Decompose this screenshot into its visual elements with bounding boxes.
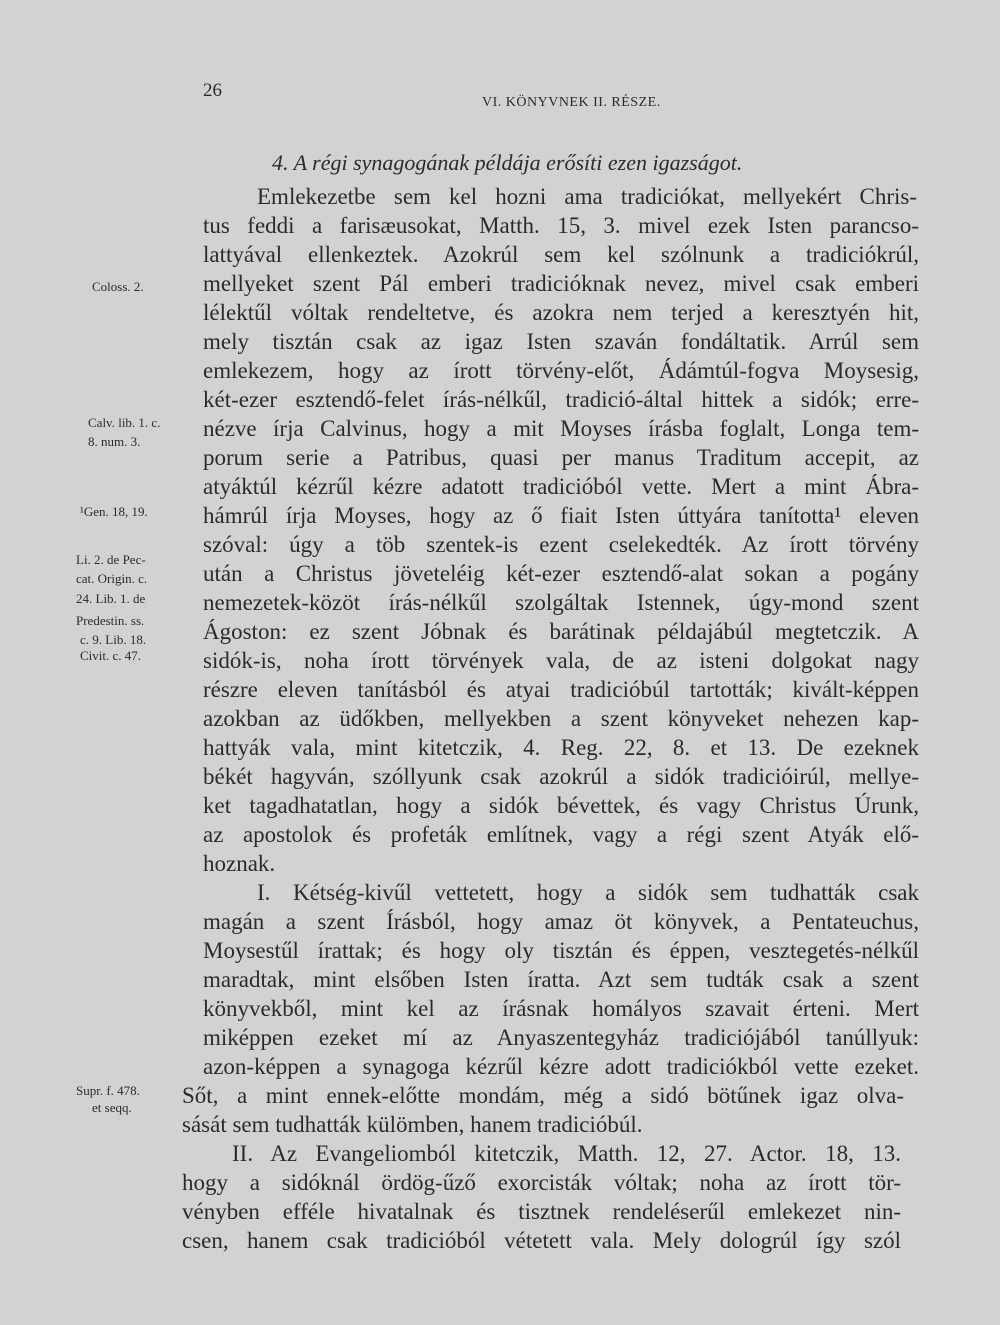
section-heading: 4. A régi synagogának példája erősíti ezen igazságot. — [272, 150, 743, 175]
margin-note: Coloss. 2. — [92, 279, 144, 294]
body-line: szóval: úgy a töb szentek-is ezent cselekedték. Az írott törvény — [203, 532, 919, 557]
body-line: tus feddi a farisæusokat, Matth. 15, 3. mivel ezek Isten parancso- — [203, 213, 919, 238]
body-line: részre eleven tanításból és atyai tradicióbúl tartották; kivált-képpen — [203, 677, 919, 702]
body-line: I. Kétség-kivűl vettetett, hogy a sidók sem tudhatták csak — [257, 880, 919, 905]
body-line: Ágoston: ez szent Jóbnak és barátinak példajábúl megtetczik. A — [203, 619, 919, 644]
body-line: porum serie a Patribus, quasi per manus Traditum accepit, az — [203, 445, 919, 470]
body-line: vényben efféle hivatalnak és tisztnek rendeléserűl emlekezet nin- — [182, 1199, 901, 1224]
body-line: miképpen ezeket mí az Anyaszentegyház tradiciójából tanúllyuk: — [203, 1025, 919, 1050]
body-line: azon-képpen a synagoga kézrűl kézre adott tradiciókból vette ezeket. — [203, 1054, 919, 1079]
body-line: lattyával ellenkeztek. Azokrúl sem kel szólnunk a tradiciókrúl, — [203, 242, 919, 267]
body-line: hattyák vala, mint kitetczik, 4. Reg. 22, 8. et 13. De ezeknek — [203, 735, 919, 760]
body-line: magán a szent Írásból, hogy amaz öt könyvek, a Pentateuchus, — [203, 909, 919, 934]
body-line: hoznak. — [203, 851, 276, 876]
page-number: 26 — [203, 80, 222, 101]
body-line: békét hagyván, szóllyunk csak azokrúl a sidók tradicióirúl, mellye- — [203, 764, 919, 789]
body-line: hámrúl írja Moyses, hogy az ő fiait Isten úttyára tanította¹ eleven — [203, 503, 919, 528]
margin-note: Civit. c. 47. — [80, 648, 142, 663]
body-line: után a Christus jöveteléig két-ezer esztendő-alat sokan a pogány — [203, 561, 919, 586]
body-line: könyvekből, mint kel az írásnak homályos szavait érteni. Mert — [203, 996, 919, 1021]
body-line: Sőt, a mint ennek-előtte mondám, még a sidó bötűnek igaz olva- — [182, 1083, 904, 1108]
margin-note: Predestin. ss. — [76, 613, 145, 628]
body-line: azokban az üdőkben, mellyekben a szent könyveket nehezen kap- — [203, 706, 919, 731]
margin-note: Li. 2. de Pec- — [76, 552, 146, 567]
body-line: II. Az Evangeliomból kitetczik, Matth. 12, 27. Actor. 18, 13. — [232, 1141, 901, 1166]
body-line: két-ezer esztendő-felet írás-nélkűl, tradició-által hittek a sidók; erre- — [203, 387, 919, 412]
margin-note: 8. num. 3. — [88, 434, 141, 449]
body-line: nemezetek-közöt írás-nélkűl szolgáltak Istennek, úgy-mond szent — [203, 590, 919, 615]
margin-note: Supr. f. 478. — [76, 1083, 140, 1098]
margin-note: c. 9. Lib. 18. — [80, 632, 147, 647]
margin-note: et seqq. — [92, 1100, 132, 1115]
body-line: hogy a sidóknál ördög-űző exorcisták vóltak; noha az írott tör- — [182, 1170, 901, 1195]
body-line: nézve írja Calvinus, hogy a mit Moyses írásba foglalt, Longa tem- — [203, 416, 919, 441]
body-line: lélektűl vóltak rendeltetve, és azokra nem terjed a keresztyén hit, — [203, 300, 919, 325]
body-line: az apostolok és profeták említnek, vagy a régi szent Atyák elő- — [203, 822, 919, 847]
running-head: VI. KÖNYVNEK II. RÉSZE. — [482, 95, 661, 110]
body-line: Emlekezetbe sem kel hozni ama tradiciókat, mellyekért Chris- — [257, 184, 917, 209]
body-line: csen, hanem csak tradicióból vétetett vala. Mely dologrúl így szól — [182, 1228, 901, 1253]
body-line: maradtak, mint elsőben Isten íratta. Azt sem tudták csak a szent — [203, 967, 919, 992]
body-line: atyáktúl kézrűl kézre adatott tradicióból vette. Mert a mint Ábra- — [203, 474, 919, 499]
margin-note: ¹Gen. 18, 19. — [80, 504, 148, 519]
body-line: ket tagadhatatlan, hogy a sidók bévettek, és vagy Christus Úrunk, — [203, 793, 919, 818]
margin-note: Calv. lib. 1. c. — [88, 415, 161, 430]
body-line: mely tisztán csak az igaz Isten szaván fondáltatik. Arrúl sem — [203, 329, 919, 354]
margin-note: 24. Lib. 1. de — [76, 591, 146, 606]
body-line: mellyeket szent Pál emberi tradicióknak nevez, mivel csak emberi — [203, 271, 919, 296]
body-line: sidók-is, noha írott törvények vala, de az isteni dolgokat nagy — [203, 648, 919, 673]
margin-note: cat. Origin. c. — [76, 571, 148, 586]
body-line: emlekezem, hogy az írott törvény-előt, Ádámtúl-fogva Moysesig, — [203, 358, 919, 383]
body-line: sását sem tudhatták külömben, hanem tradicióbúl. — [182, 1112, 643, 1137]
body-line: Moysestűl írattak; és hogy oly tisztán és éppen, vesztegetés-nélkűl — [203, 938, 919, 963]
